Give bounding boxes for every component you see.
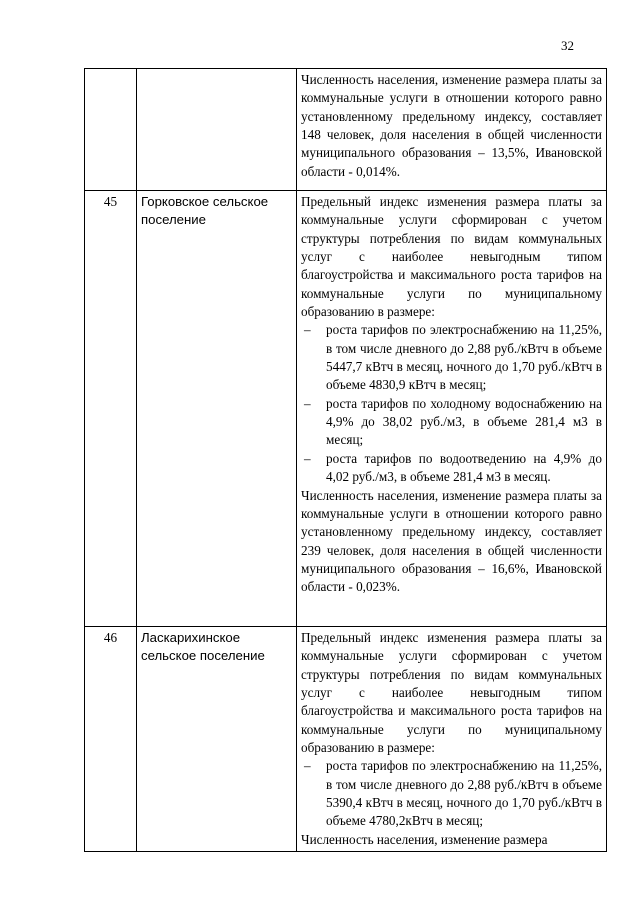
index-intro-paragraph: Предельный индекс изменения размера платы за коммунальные услуги сформирован с учетом структуры потребления по видам коммунальных услуг с наиболее невыгодным типом благоустройства и максимального роста тарифов на коммунальные услуги по муниципальному образованию в размере:	[301, 194, 602, 320]
population-paragraph: Численность населения, изменение размера платы за коммунальные услуги в отношении которого равно установленному предельному индексу, составляет 148 человек, доля населения в общей численности муниципального образования – 13,5%, Ивановской области - 0,014%.	[301, 72, 602, 179]
description-cell	[297, 627, 607, 852]
index-intro-paragraph: Предельный индекс изменения размера платы за коммунальные услуги сформирован с учетом структуры потребления по видам коммунальных услуг с наиболее невыгодным типом благоустройства и максимального роста тарифов на коммунальные услуги по муниципальному образованию в размере:	[301, 630, 602, 756]
list-item	[301, 395, 602, 450]
list-dash: –	[304, 758, 311, 774]
page-number: 32	[561, 38, 574, 53]
list-item-text: роста тарифов по электроснабжению на 11,25%, в том числе дневного до 2,88 руб./кВтч в объеме 5447,7 кВтч в месяц, ночного до 1,70 руб./кВтч в объеме 4830,9 кВтч в месяц;	[326, 322, 602, 393]
table-row	[85, 191, 607, 627]
row-number	[85, 69, 137, 191]
tariff-list	[301, 321, 602, 486]
description-cell	[297, 69, 607, 191]
list-item	[301, 321, 602, 394]
list-dash: –	[304, 450, 311, 466]
municipality-name	[137, 69, 297, 191]
list-item-text: роста тарифов по электроснабжению на 11,25%, в том числе дневного до 2,88 руб./кВтч в объеме 5390,4 кВтч в месяц, ночного до 1,70 руб./кВтч в объеме 4780,2кВтч в месяц;	[326, 758, 602, 829]
list-dash: –	[304, 322, 311, 338]
municipality-name: Ласкарихинское сельское поселение	[137, 627, 297, 852]
municipal-tariff-table	[84, 68, 607, 852]
row-number: 45	[85, 191, 137, 627]
list-dash: –	[304, 395, 311, 411]
description-cell	[297, 191, 607, 627]
list-item	[301, 757, 602, 830]
table-row	[85, 69, 607, 191]
list-item-text: роста тарифов по холодному водоснабжению на 4,9% до 38,02 руб./м3, в объеме 281,4 м3 в месяц;	[326, 395, 602, 448]
list-item	[301, 450, 602, 487]
municipality-name: Горковское сельское поселение	[137, 191, 297, 627]
tariff-list	[301, 757, 602, 830]
population-paragraph: Численность населения, изменение размера платы за коммунальные услуги в отношении которого равно установленному предельному индексу, составляет 239 человек, доля населения в общей численности муниципального образования – 16,6%, Ивановской области - 0,023%.	[301, 487, 602, 595]
table-row	[85, 627, 607, 852]
population-paragraph: Численность населения, изменение размера	[301, 831, 548, 847]
row-number: 46	[85, 627, 137, 852]
list-item-text: роста тарифов по водоотведению на 4,9% до 4,02 руб./м3, в объеме 281,4 м3 в месяц.	[326, 450, 602, 485]
